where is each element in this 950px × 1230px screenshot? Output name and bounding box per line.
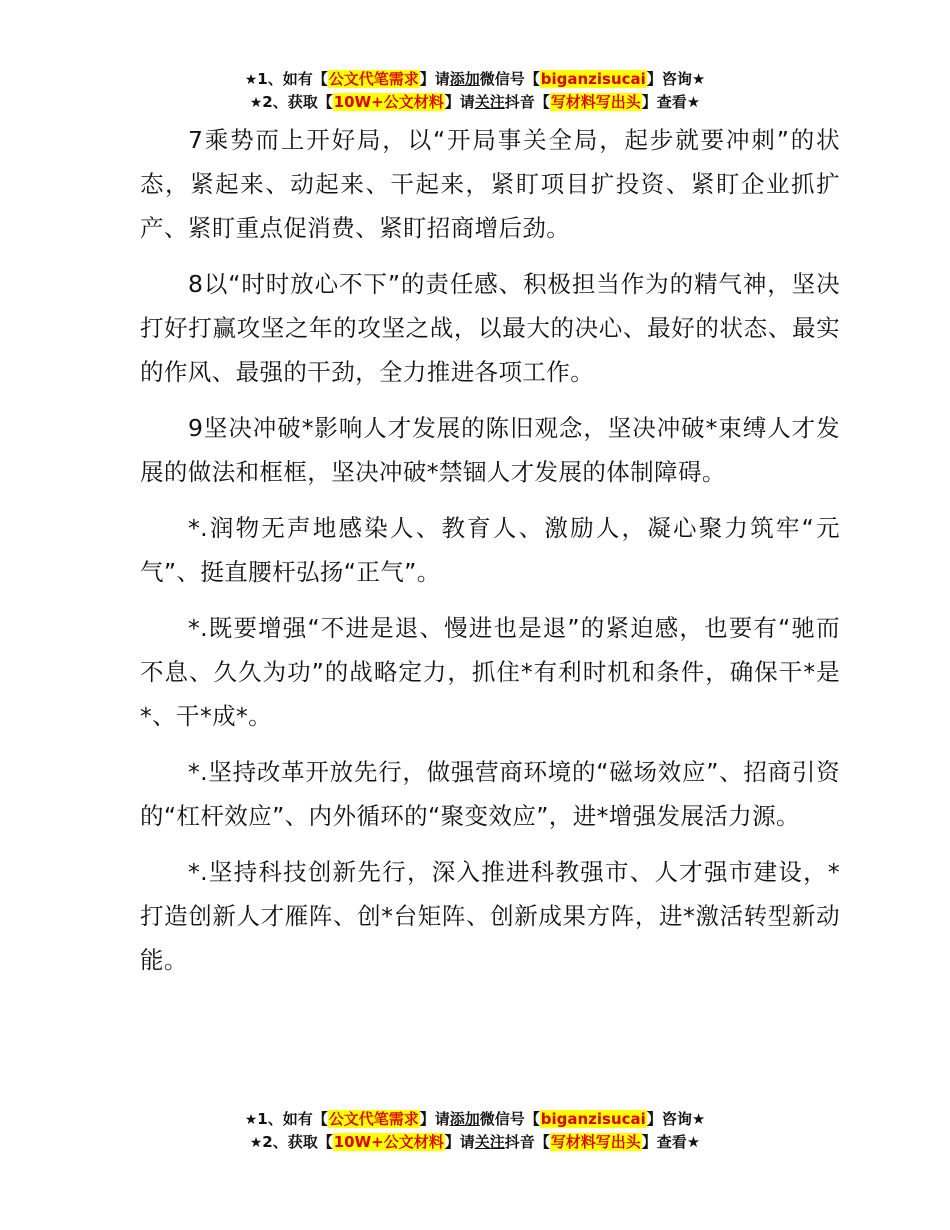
paragraph: *.润物无声地感染人、教育人、激励人，凝心聚力筑牢“元气”、挺直腰杆弘扬“正气”。 — [140, 514, 840, 586]
highlight-wechat-id: biganzisucai — [540, 1110, 646, 1128]
paragraph: *.坚持改革开放先行，做强营商环境的“磁场效应”、招商引资的“杠杆效应”、内外循环的“聚变效应”，进*增强发展活力源。 — [140, 758, 840, 830]
star-icon: ★ — [249, 95, 263, 111]
paragraph: 7乘势而上开好局，以“开局事关全局，起步就要冲刺”的状态，紧起来、动起来、干起来，紧盯项目扩投资、紧盯企业抓扩产、紧盯重点促消费、紧盯招商增后劲。 — [140, 126, 840, 242]
star-icon: ★ — [244, 72, 258, 88]
banner-text: 1、如有【 — [257, 1110, 328, 1128]
highlight-service: 公文代笔需求 — [328, 1110, 419, 1128]
star-icon: ★ — [244, 1112, 258, 1128]
banner-line-1 — [0, 1108, 950, 1131]
banner-line-1 — [0, 68, 950, 91]
banner-text: 】请 — [419, 1110, 450, 1128]
banner-text: 微信号【 — [479, 1110, 540, 1128]
banner-text: 抖音【 — [504, 1133, 550, 1151]
banner-text: 】咨询★ — [646, 70, 706, 88]
banner-text: 1、如有【 — [257, 70, 328, 88]
footer-banner — [0, 1108, 950, 1154]
banner-line-2 — [0, 91, 950, 114]
banner-text: 2、获取【 — [262, 93, 333, 111]
highlight-douyin-id: 写材料写出头 — [550, 1133, 641, 1151]
paragraph: *.既要增强“不进是退、慢进也是退”的紧迫感，也要有“驰而不息、久久为功”的战略定力，抓住*有利时机和条件，确保干*是*、干*成*。 — [140, 614, 840, 730]
banner-text: 】查看★ — [641, 1133, 701, 1151]
highlight-douyin-id: 写材料写出头 — [550, 93, 641, 111]
banner-underlined: 关注 — [474, 1133, 505, 1151]
banner-underlined: 关注 — [474, 93, 505, 111]
banner-text: 】请 — [419, 70, 450, 88]
paragraph: 8以“时时放心不下”的责任感、积极担当作为的精气神，坚决打好打赢攻坚之年的攻坚之战，以最大的决心、最好的状态、最实的作风、最强的干劲，全力推进各项工作。 — [140, 270, 840, 386]
highlight-materials: 10W+公文材料 — [333, 93, 444, 111]
paragraph: *.坚持科技创新先行，深入推进科教强市、人才强市建设，*打造创新人才雁阵、创*台矩阵、创新成果方阵，进*激活转型新动能。 — [140, 858, 840, 974]
document-body — [140, 118, 840, 994]
star-icon: ★ — [249, 1135, 263, 1151]
highlight-service: 公文代笔需求 — [328, 70, 419, 88]
banner-underlined: 添加 — [449, 1110, 480, 1128]
banner-text: 微信号【 — [479, 70, 540, 88]
paragraph: 9坚决冲破*影响人才发展的陈旧观念，坚决冲破*束缚人才发展的做法和框框，坚决冲破*禁锢人才发展的体制障碍。 — [140, 414, 840, 486]
banner-line-2 — [0, 1131, 950, 1154]
highlight-wechat-id: biganzisucai — [540, 70, 646, 88]
banner-text: 】查看★ — [641, 93, 701, 111]
banner-text: 2、获取【 — [262, 1133, 333, 1151]
banner-text: 】请 — [444, 1133, 475, 1151]
header-banner — [0, 68, 950, 114]
banner-text: 】咨询★ — [646, 1110, 706, 1128]
highlight-materials: 10W+公文材料 — [333, 1133, 444, 1151]
banner-underlined: 添加 — [449, 70, 480, 88]
banner-text: 抖音【 — [504, 93, 550, 111]
banner-text: 】请 — [444, 93, 475, 111]
